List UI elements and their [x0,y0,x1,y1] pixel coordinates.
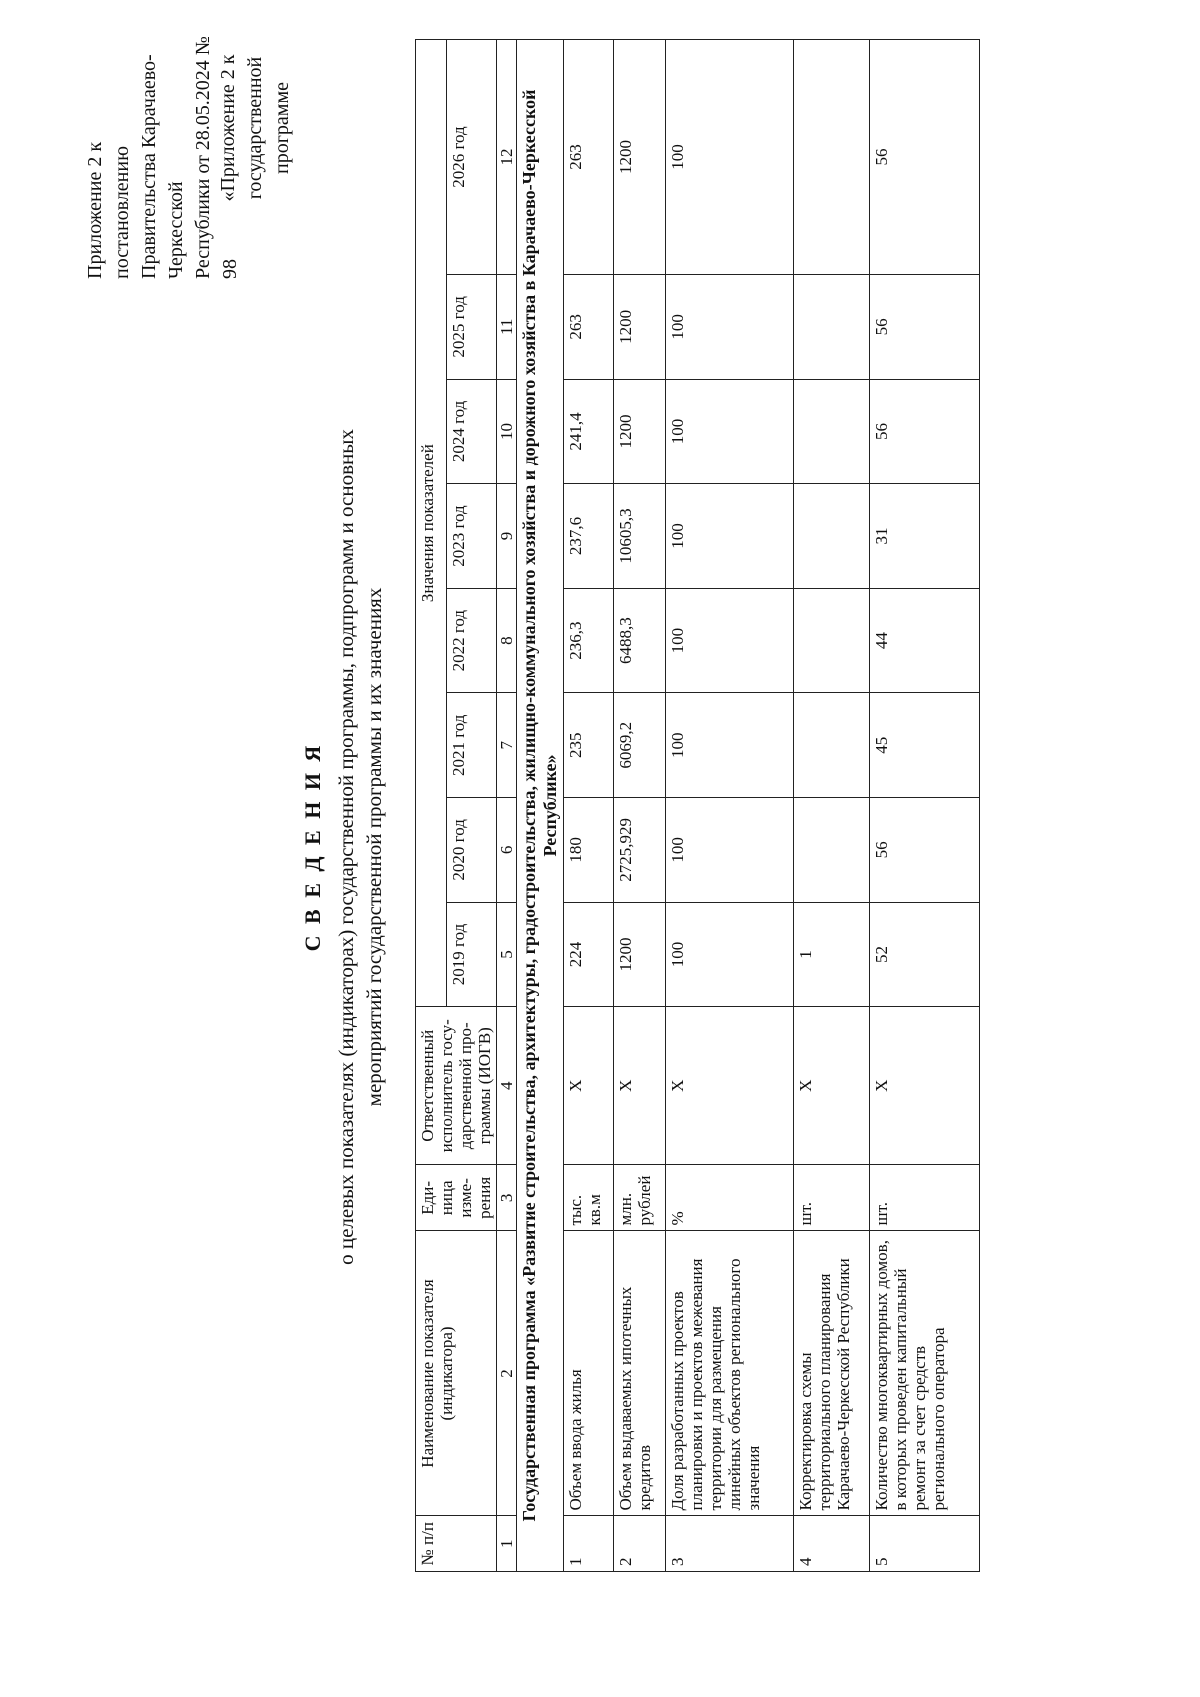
row-value: 100 [666,484,794,589]
column-number: 5 [497,902,517,1007]
indicators-table [415,39,980,1572]
document-title: С В Е Д Е Н И Я [300,742,325,952]
header-values-group: Значения показателей [416,40,447,1007]
header-year: 2021 год [447,693,497,798]
row-num: 1 [564,1516,614,1572]
header-year: 2020 год [447,798,497,903]
row-value: 100 [666,693,794,798]
row-value: 45 [870,693,980,798]
header-year: 2019 год [447,902,497,1007]
row-value [794,484,870,589]
row-executor: Х [870,1007,980,1165]
row-value [794,379,870,484]
document-subtitle: о целевых показателях (индикаторах) государственной программы, подпрограмм и основных [334,429,358,1265]
table-header-row [416,40,447,1572]
row-value: 100 [666,275,794,380]
row-name: Объем ввода жилья [564,1231,614,1516]
table-row [870,40,980,1572]
row-value: 100 [666,379,794,484]
header-year: 2025 год [447,275,497,380]
column-number: 11 [497,275,517,380]
row-value: 1200 [614,379,666,484]
row-name: Корректировка схемы территориального планирования Карачаево-Черкесской Республики [794,1231,870,1516]
header-year: 2022 год [447,588,497,693]
appendix-line: государственной программе [244,56,293,200]
row-value: 235 [564,693,614,798]
column-numbers-row [497,40,517,1572]
table-row [666,40,794,1572]
column-number: 3 [497,1165,517,1231]
column-number: 8 [497,588,517,693]
row-value: 100 [666,40,794,275]
row-value: 100 [666,798,794,903]
appendix-line: Правительства Карачаево-Черкесской [138,54,187,279]
row-unit: % [666,1165,794,1231]
column-number: 4 [497,1007,517,1165]
row-value: 241,4 [564,379,614,484]
header-year: 2026 год [447,40,497,275]
header-year: 2023 год [447,484,497,589]
row-value: 1200 [614,275,666,380]
row-value: 52 [870,902,980,1007]
column-number: 9 [497,484,517,589]
row-name: Доля разработанных проектов планировки и проектов межевания территории для размещения линейных объектов регионального значения [666,1231,794,1516]
row-value: 56 [870,40,980,275]
appendix-line: «Приложение 2 к [217,54,239,202]
row-value: 237,6 [564,484,614,589]
column-number: 1 [497,1516,517,1572]
column-number: 7 [497,693,517,798]
appendix-line: Республики от 28.05.2024 № 98 [192,36,241,279]
row-unit: шт. [870,1165,980,1231]
column-number: 12 [497,40,517,275]
row-value: 1200 [614,40,666,275]
row-num: 2 [614,1516,666,1572]
row-value [794,40,870,275]
row-value: 1 [794,902,870,1007]
row-num: 3 [666,1516,794,1572]
row-value [794,588,870,693]
row-num: 5 [870,1516,980,1572]
row-executor: Х [564,1007,614,1165]
row-value: 180 [564,798,614,903]
table-row [794,40,870,1572]
row-value: 6069,2 [614,693,666,798]
row-value: 263 [564,40,614,275]
row-value: 10605,3 [614,484,666,589]
row-unit: млн. рублей [614,1165,666,1231]
row-executor: Х [614,1007,666,1165]
row-value: 2725,929 [614,798,666,903]
header-unit: Еди-ница изме-рения [416,1165,497,1231]
row-value: 263 [564,275,614,380]
row-unit: шт. [794,1165,870,1231]
document-subtitle: мероприятий государственной программы и их значениях [362,587,386,1107]
program-section-row [517,40,564,1572]
appendix-line: Приложение 2 к постановлению [84,141,133,279]
program-appendix-note [215,17,296,239]
row-value: 56 [870,379,980,484]
row-value: 6488,3 [614,588,666,693]
row-value [794,275,870,380]
row-executor: Х [666,1007,794,1165]
header-executor: Ответственный исполнитель госу-дарственной про-граммы (ИОГВ) [416,1007,497,1165]
header-name: Наименование показателя (индикатора) [416,1231,497,1516]
row-value: 224 [564,902,614,1007]
row-value: 56 [870,798,980,903]
row-value: 100 [666,588,794,693]
column-number: 10 [497,379,517,484]
row-name: Объем выдаваемых ипотечных кредитов [614,1231,666,1516]
row-value: 1200 [614,902,666,1007]
row-value: 100 [666,902,794,1007]
row-value: 56 [870,275,980,380]
row-value [794,798,870,903]
row-num: 4 [794,1516,870,1572]
row-executor: Х [794,1007,870,1165]
row-value: 44 [870,588,980,693]
program-section-title: Государственная программа «Развитие строительства, архитектуры, градостроительства, жилищно-коммунального хозяйства и дорожного хозяйства в Карачаево-Черкесской Республике» [517,40,564,1572]
table-row [564,40,614,1572]
column-number: 6 [497,798,517,903]
header-num: № п/п [416,1516,497,1572]
row-value: 236,3 [564,588,614,693]
header-year: 2024 год [447,379,497,484]
row-unit: тыс. кв.м [564,1165,614,1231]
row-name: Количество многоквартирных домов, в которых проведен капитальный ремонт за счет средств регионального оператора [870,1231,980,1516]
row-value [794,693,870,798]
column-number: 2 [497,1231,517,1516]
row-value: 31 [870,484,980,589]
table-row [614,40,666,1572]
